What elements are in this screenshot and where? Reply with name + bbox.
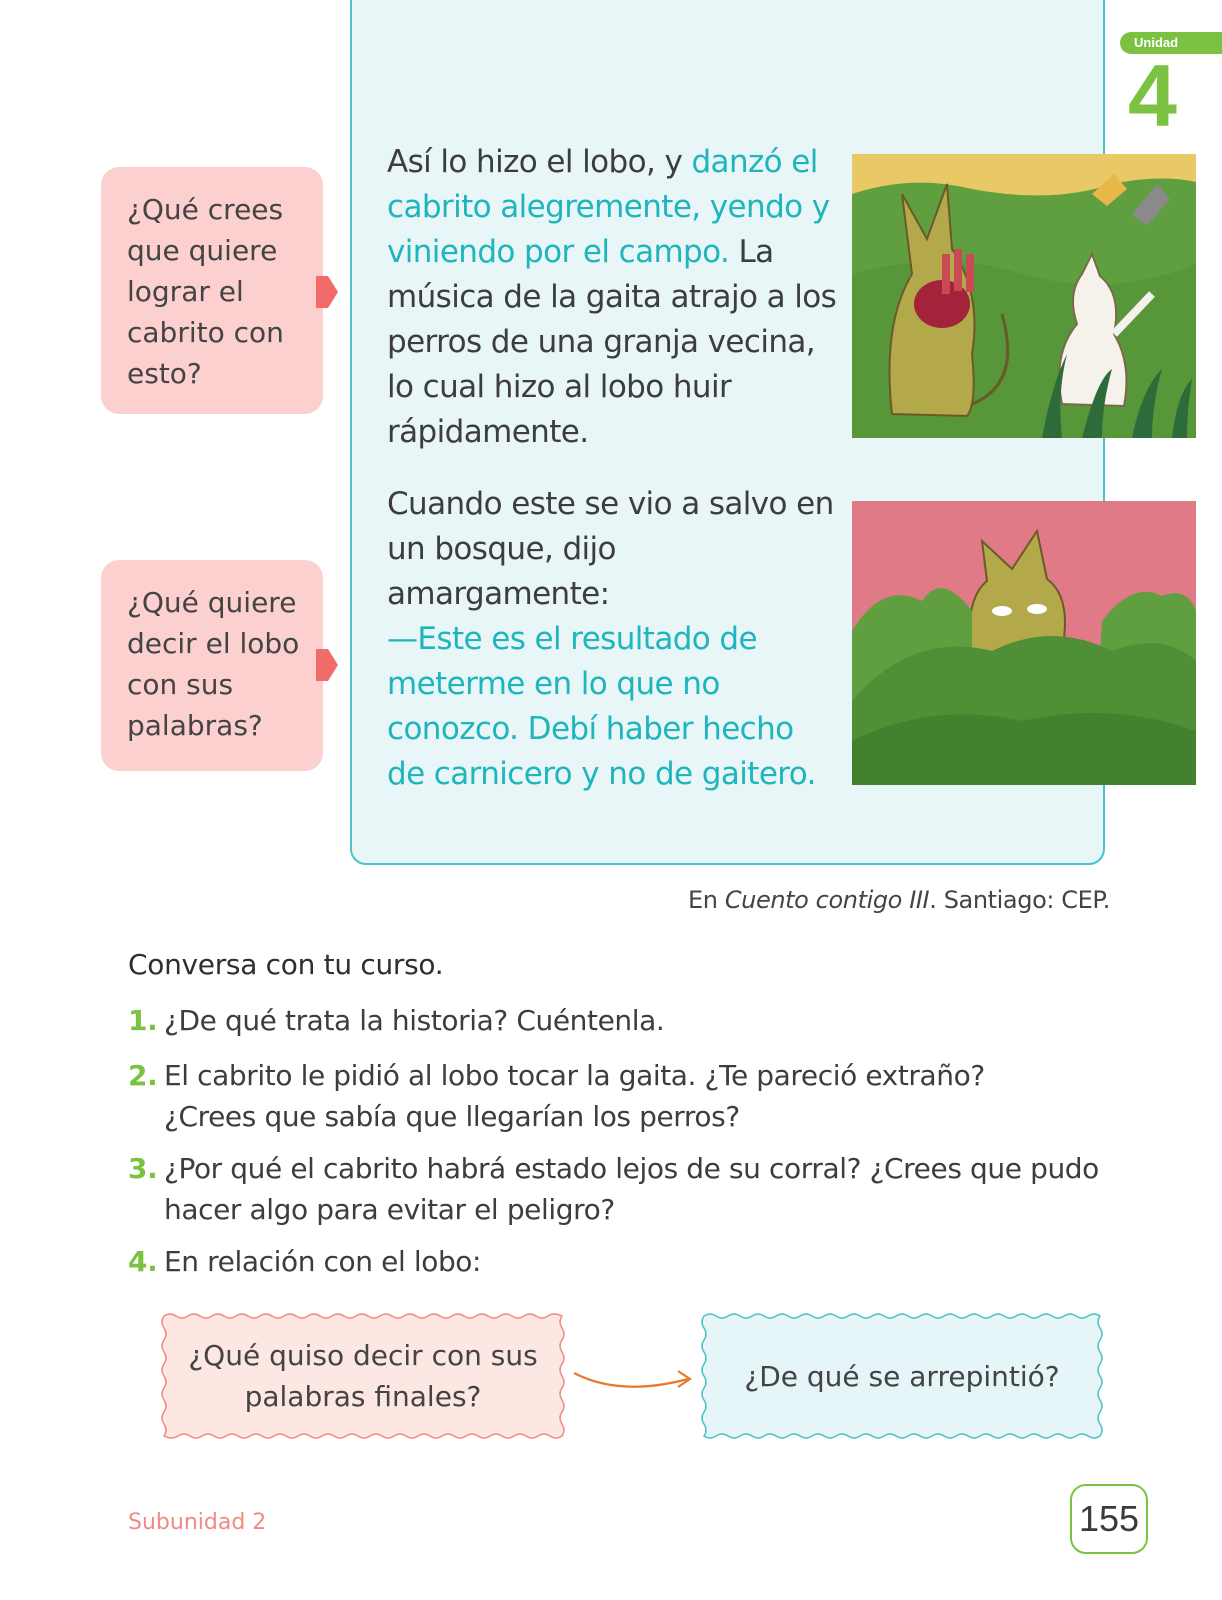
prompt-box-left xyxy=(160,1310,566,1442)
prompt-box-right xyxy=(700,1310,1104,1442)
citation xyxy=(688,886,1110,914)
question-bubble-1: ¿Qué crees que quiere lograr el cabrito con esto? xyxy=(101,167,323,414)
question-item xyxy=(128,1055,985,1137)
question-text-continued: hacer algo para evitar el peligro? xyxy=(164,1193,615,1226)
question-text: ¿De qué trata la historia? Cuéntenla. xyxy=(164,1004,665,1037)
story-paragraph-1 xyxy=(387,140,837,455)
question-number: 3. xyxy=(128,1152,158,1185)
question-text-continued: ¿Crees que sabía que llegarían los perros? xyxy=(164,1100,740,1133)
unit-number: 4 xyxy=(1128,46,1177,145)
page-number: 155 xyxy=(1070,1484,1148,1554)
unit-tab xyxy=(1120,32,1222,145)
question-text: En relación con el lobo: xyxy=(164,1245,482,1278)
question-number: 1. xyxy=(128,1004,158,1037)
illustration-wolf-bagpipe xyxy=(852,154,1196,438)
paragraph-1-start: Así lo hizo el lobo, y xyxy=(387,144,692,180)
question-number: 4. xyxy=(128,1245,158,1278)
bubble-arrow-icon xyxy=(316,272,340,312)
paragraph-2-text: Cuando este se vio a salvo en un bosque, dijo amargamente: xyxy=(387,486,834,612)
illustration-wolf-bushes xyxy=(852,501,1196,785)
question-item xyxy=(128,1000,664,1041)
citation-suffix: . Santiago: CEP. xyxy=(929,886,1110,914)
question-text: ¿Por qué el cabrito habrá estado lejos de su corral? ¿Crees que pudo xyxy=(164,1152,1099,1185)
activity-title: Conversa con tu curso. xyxy=(128,948,444,981)
citation-title: Cuento contigo III xyxy=(724,886,930,914)
question-number: 2. xyxy=(128,1059,158,1092)
question-text: El cabrito le pidió al lobo tocar la gaita. ¿Te pareció extraño? xyxy=(164,1059,985,1092)
story-paragraph-2 xyxy=(387,482,837,797)
unit-label: Unidad xyxy=(1120,32,1222,54)
paragraph-1-end: La música de la gaita atrajo a los perros de una granja vecina, lo cual hizo al lobo huir rápidamente. xyxy=(387,234,837,450)
prompt-box-right-text: ¿De qué se arrepintió? xyxy=(744,1359,1060,1393)
paragraph-1-highlight: danzó el cabrito alegremente, yendo y viniendo por el campo. xyxy=(387,144,830,270)
bubble-arrow-icon xyxy=(316,645,340,685)
arrow-right-icon xyxy=(570,1365,700,1405)
question-item xyxy=(128,1148,1099,1230)
subunit-label: Subunidad 2 xyxy=(128,1510,267,1535)
question-bubble-2: ¿Qué quiere decir el lobo con sus palabras? xyxy=(101,560,323,771)
paragraph-2-dialogue: —Este es el resultado de meterme en lo que no conozco. Debí haber hecho de carnicero y no de gaitero. xyxy=(387,621,816,792)
citation-prefix: En xyxy=(688,886,725,914)
prompt-box-left-text: ¿Qué quiso decir con sus palabras finales? xyxy=(188,1339,538,1413)
question-item xyxy=(128,1241,481,1282)
